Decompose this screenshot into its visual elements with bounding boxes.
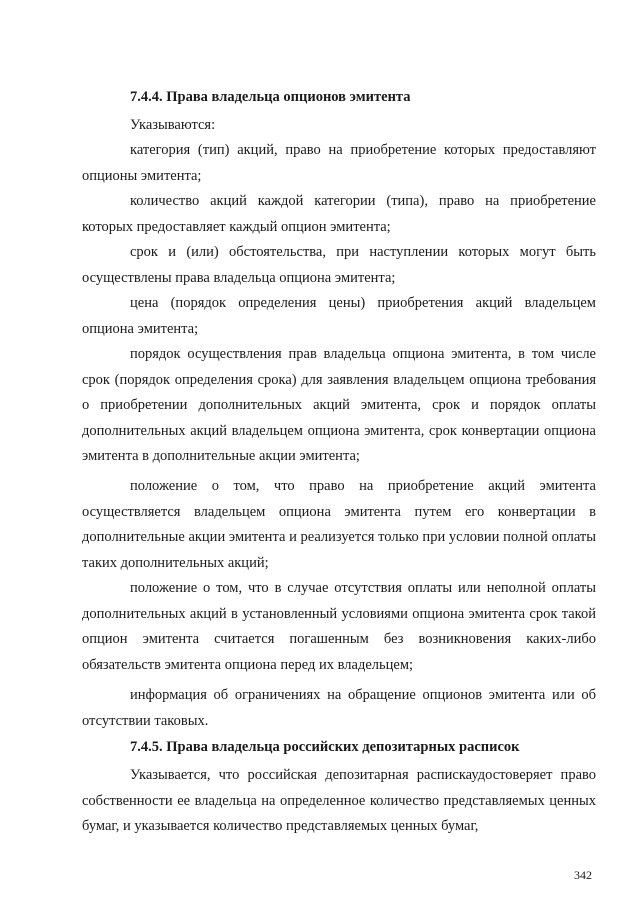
paragraph: информация об ограничениях на обращение опционов эмитента или об отсутствии таковых. <box>82 687 596 729</box>
paragraph: положение о том, что право на приобретение акций эмитента осуществляется владельцем опциона эмитента путем его конвертации в дополнительные акции эмитента и реализуется только при условии полной оплаты таких дополнительных акций; <box>82 478 596 571</box>
paragraph: положение о том, что в случае отсутствия оплаты или неполной оплаты дополнительных акций в установленный условиями опциона эмитента срок такой опцион эмитента считается погашенным без возникновения каких-либо обязательств эмитента опциона перед их владельцем; <box>82 580 596 673</box>
paragraph: срок и (или) обстоятельства, при наступлении которых могут быть осуществлены права владельца опциона эмитента; <box>82 244 596 286</box>
section-heading-7-4-4: 7.4.4. Права владельца опционов эмитента <box>130 89 411 105</box>
paragraph: категория (тип) акций, право на приобретение которых предоставляют опционы эмитента; <box>82 142 596 184</box>
paragraph: Указывается, что российская депозитарная распискаудостоверяет право собственности ее владельца на определенное количество представляемых ценных бумаг, и указывается количество представляемых ценных бумаг, <box>82 767 596 834</box>
paragraph: цена (порядок определения цены) приобретения акций владельцем опциона эмитента; <box>82 295 596 337</box>
page-number: 342 <box>574 868 592 882</box>
paragraph: порядок осуществления прав владельца опциона эмитента, в том числе срок (порядок определения срока) для заявления владельцем опциона требования о приобретении дополнительных акций эмитента, срок и порядок оплаты дополнительных акций владельцем опциона эмитента, срок конвертации опциона эмитента в дополнительные акции эмитента; <box>82 346 596 464</box>
paragraph: количество акций каждой категории (типа), право на приобретение которых предоставляет каждый опцион эмитента; <box>82 193 596 235</box>
section-heading-7-4-5: 7.4.5. Права владельца российских депозитарных расписок <box>130 739 520 755</box>
paragraph: Указываются: <box>130 117 216 133</box>
